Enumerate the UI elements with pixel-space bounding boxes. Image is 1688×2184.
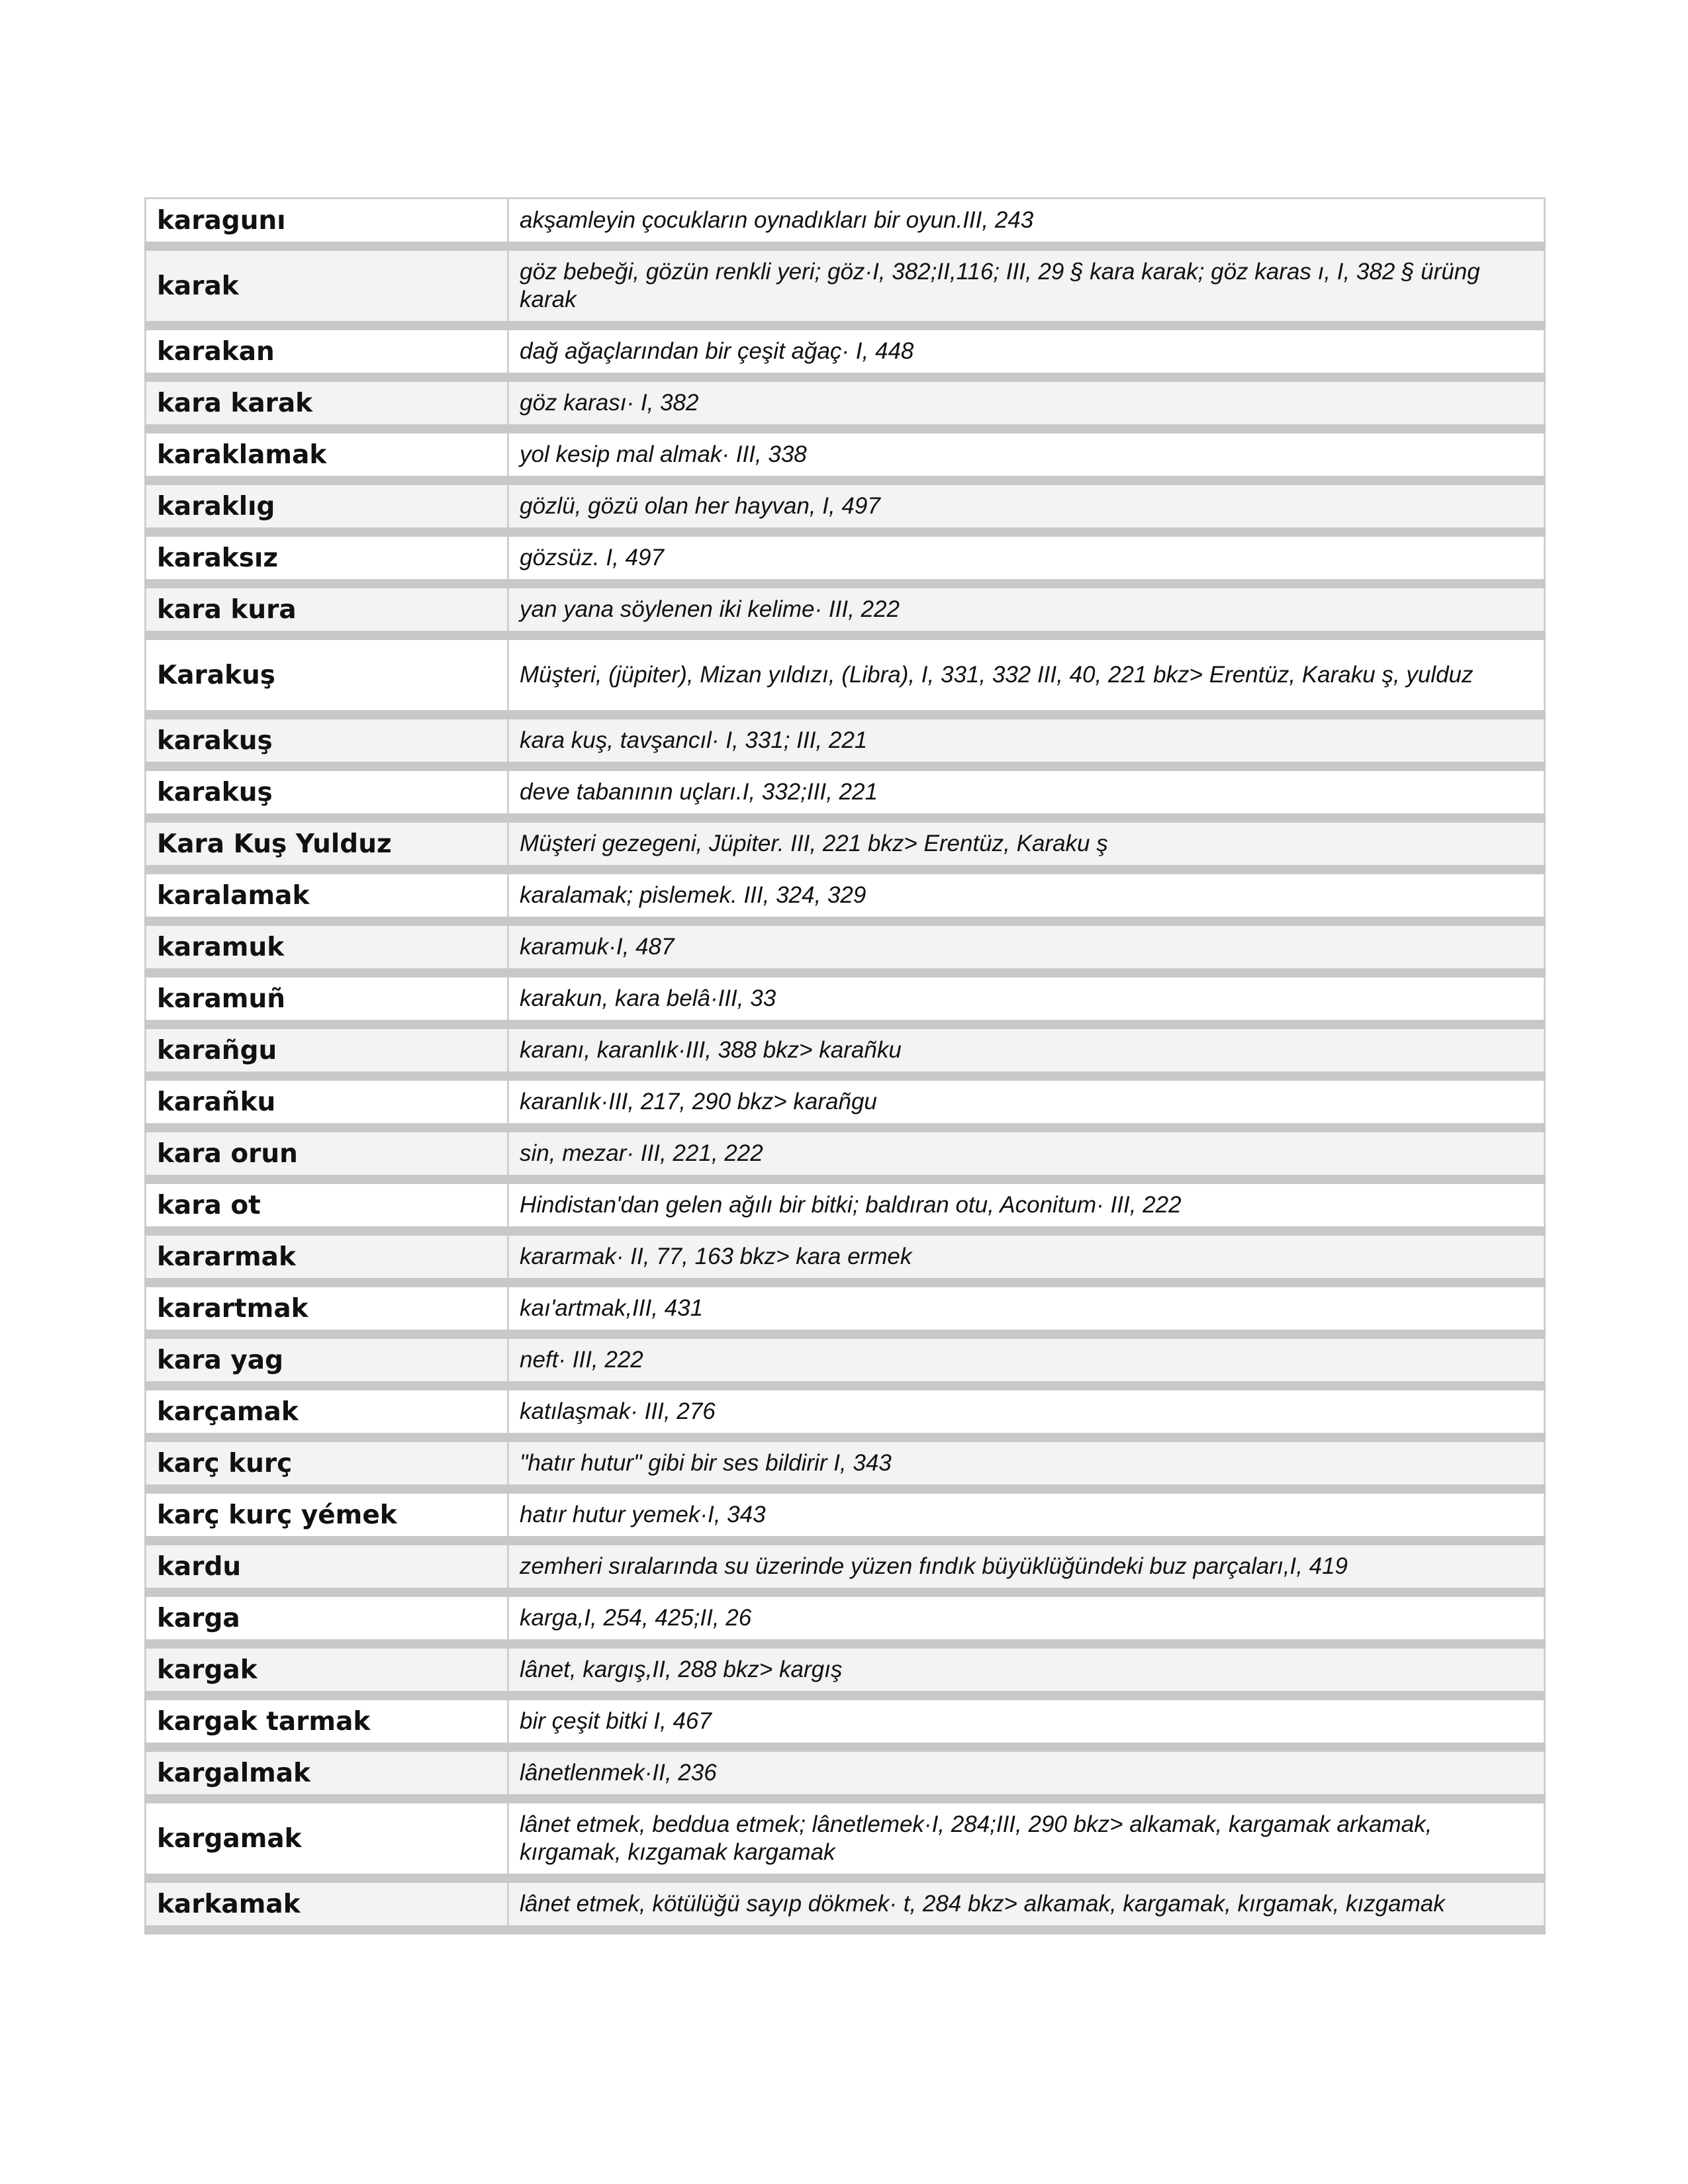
entry-term: kararmak xyxy=(157,1242,296,1272)
term-cell xyxy=(146,246,508,326)
entry-definition: gözsüz. I, 497 xyxy=(520,545,664,570)
entry-term: karamuk xyxy=(157,932,285,962)
term-cell xyxy=(146,429,508,480)
entry-term: Karakuş xyxy=(157,660,276,690)
term-cell xyxy=(146,1231,508,1283)
definition-cell xyxy=(508,1334,1545,1386)
entry-definition: dağ ağaçlarından bir çeşit ağaç· I, 448 xyxy=(520,338,914,364)
entry-term: kara kura xyxy=(157,594,297,625)
entry-definition: deve tabanının uçları.I, 332;III, 221 xyxy=(520,779,878,805)
table-row xyxy=(146,1283,1545,1334)
term-cell xyxy=(146,715,508,766)
entry-term: kardu xyxy=(157,1551,242,1582)
table-row xyxy=(146,480,1545,532)
term-cell xyxy=(146,1878,508,1930)
table-row xyxy=(146,635,1545,715)
entry-definition: neft· III, 222 xyxy=(520,1347,643,1373)
entry-term: karakuş xyxy=(157,777,273,807)
definition-cell xyxy=(508,1644,1545,1696)
table-row xyxy=(146,1489,1545,1541)
term-cell xyxy=(146,1076,508,1128)
table-row xyxy=(146,1386,1545,1437)
entry-term: karçamak xyxy=(157,1396,299,1427)
entry-term: karaklamak xyxy=(157,439,327,470)
term-cell xyxy=(146,766,508,818)
definition-cell xyxy=(508,1437,1545,1489)
entry-term: karañgu xyxy=(157,1035,277,1066)
definition-cell xyxy=(508,1696,1545,1747)
definition-cell xyxy=(508,973,1545,1024)
term-cell xyxy=(146,635,508,715)
entry-definition: sin, mezar· III, 221, 222 xyxy=(520,1140,763,1166)
table-row xyxy=(146,1076,1545,1128)
entry-term: karartmak xyxy=(157,1293,308,1324)
term-cell xyxy=(146,377,508,429)
definition-cell xyxy=(508,1878,1545,1930)
table-row xyxy=(146,377,1545,429)
table-row xyxy=(146,1179,1545,1231)
entry-definition: bir çeşit bitki I, 467 xyxy=(520,1708,712,1734)
entry-definition: akşamleyin çocukların oynadıkları bir oyun.III, 243 xyxy=(520,207,1034,233)
entry-definition: göz bebeği, gözün renkli yeri; göz·I, 382;II,116; III, 29 § kara karak; göz karas ı, I, 382 § ürüng karak xyxy=(520,259,1480,312)
entry-term: kargak xyxy=(157,1655,258,1685)
term-cell xyxy=(146,1592,508,1644)
term-cell xyxy=(146,1283,508,1334)
table-row xyxy=(146,766,1545,818)
entry-definition: kararmak· II, 77, 163 bkz> kara ermek xyxy=(520,1244,912,1269)
table-row xyxy=(146,1541,1545,1592)
entry-term: kara orun xyxy=(157,1138,298,1169)
entry-term: kara ot xyxy=(157,1190,261,1220)
table-row xyxy=(146,1437,1545,1489)
term-cell xyxy=(146,480,508,532)
definition-cell xyxy=(508,921,1545,973)
definition-cell xyxy=(508,532,1545,584)
term-cell xyxy=(146,1437,508,1489)
term-cell xyxy=(146,1128,508,1179)
definition-cell xyxy=(508,1024,1545,1076)
definition-cell xyxy=(508,377,1545,429)
table-row xyxy=(146,1024,1545,1076)
definition-cell xyxy=(508,1231,1545,1283)
definition-cell xyxy=(508,870,1545,921)
table-row xyxy=(146,326,1545,377)
table-row xyxy=(146,1644,1545,1696)
term-cell xyxy=(146,1696,508,1747)
entry-definition: "hatır hutur" gibi bir ses bildirir I, 343 xyxy=(520,1450,892,1476)
table-row xyxy=(146,199,1545,247)
table-row xyxy=(146,1696,1545,1747)
definition-cell xyxy=(508,1283,1545,1334)
term-cell xyxy=(146,1489,508,1541)
entry-definition: yan yana söylenen iki kelime· III, 222 xyxy=(520,596,900,622)
entry-term: karç kurç yémek xyxy=(157,1500,397,1530)
entry-term: kara yag xyxy=(157,1345,284,1375)
term-cell xyxy=(146,1334,508,1386)
table-row xyxy=(146,715,1545,766)
table-row xyxy=(146,1128,1545,1179)
term-cell xyxy=(146,1799,508,1878)
term-cell xyxy=(146,584,508,635)
entry-definition: karanı, karanlık·III, 388 bkz> karañku xyxy=(520,1037,902,1063)
definition-cell xyxy=(508,584,1545,635)
definition-cell xyxy=(508,1489,1545,1541)
entry-term: kargamak xyxy=(157,1823,302,1854)
entry-definition: gözlü, gözü olan her hayvan, I, 497 xyxy=(520,493,880,519)
term-cell xyxy=(146,1386,508,1437)
term-cell xyxy=(146,1024,508,1076)
term-cell xyxy=(146,199,508,247)
table-row xyxy=(146,1231,1545,1283)
entry-definition: karga,I, 254, 425;II, 26 xyxy=(520,1605,752,1631)
definition-cell xyxy=(508,1541,1545,1592)
entry-term: karak xyxy=(157,271,239,301)
definition-cell xyxy=(508,480,1545,532)
term-cell xyxy=(146,1541,508,1592)
entry-definition: lânet, kargış,II, 288 bkz> kargış xyxy=(520,1657,843,1682)
table-row xyxy=(146,818,1545,870)
term-cell xyxy=(146,973,508,1024)
definition-cell xyxy=(508,766,1545,818)
table-row xyxy=(146,532,1545,584)
definition-cell xyxy=(508,1076,1545,1128)
term-cell xyxy=(146,532,508,584)
entry-term: karalamak xyxy=(157,880,310,911)
table-row xyxy=(146,870,1545,921)
definition-cell xyxy=(508,199,1545,247)
entry-definition: katılaşmak· III, 276 xyxy=(520,1398,716,1424)
definition-cell xyxy=(508,635,1545,715)
table-row xyxy=(146,1334,1545,1386)
dictionary-body xyxy=(146,199,1545,1931)
table-row xyxy=(146,1592,1545,1644)
definition-cell xyxy=(508,326,1545,377)
entry-definition: lânet etmek, beddua etmek; lânetlemek·I, 284;III, 290 bkz> alkamak, kargamak arkamak, kırgamak, kızgamak kargamak xyxy=(520,1811,1432,1865)
entry-definition: Müşteri gezegeni, Jüpiter. III, 221 bkz> Erentüz, Karaku ş xyxy=(520,831,1108,856)
term-cell xyxy=(146,921,508,973)
entry-definition: karamuk·I, 487 xyxy=(520,934,675,960)
entry-definition: lânetlenmek·II, 236 xyxy=(520,1760,717,1786)
entry-term: karç kurç xyxy=(157,1448,293,1479)
entry-term: karkamak xyxy=(157,1889,301,1919)
entry-term: karakuş xyxy=(157,725,273,756)
definition-cell xyxy=(508,1179,1545,1231)
entry-definition: hatır hutur yemek·I, 343 xyxy=(520,1502,766,1527)
entry-definition: karanlık·III, 217, 290 bkz> karañgu xyxy=(520,1089,877,1115)
definition-cell xyxy=(508,246,1545,326)
entry-definition: zemheri sıralarında su üzerinde yüzen fındık büyüklüğündeki buz parçaları,I, 419 xyxy=(520,1553,1348,1579)
entry-definition: Hindistan'dan gelen ağılı bir bitki; baldıran otu, Aconitum· III, 222 xyxy=(520,1192,1182,1218)
table-row xyxy=(146,1799,1545,1878)
entry-definition: Müşteri, (jüpiter), Mizan yıldızı, (Libra), I, 331, 332 III, 40, 221 bkz> Erentüz, Karaku ş, yulduz xyxy=(520,662,1474,688)
entry-definition: göz karası· I, 382 xyxy=(520,390,699,416)
definition-cell xyxy=(508,1592,1545,1644)
definition-cell xyxy=(508,1128,1545,1179)
definition-cell xyxy=(508,715,1545,766)
entry-term: karañku xyxy=(157,1087,276,1117)
table-row xyxy=(146,246,1545,326)
term-cell xyxy=(146,1644,508,1696)
term-cell xyxy=(146,870,508,921)
entry-definition: kaı'artmak,III, 431 xyxy=(520,1295,704,1321)
table-row xyxy=(146,921,1545,973)
entry-term: karakan xyxy=(157,336,275,367)
entry-definition: yol kesip mal almak· III, 338 xyxy=(520,441,807,467)
table-row xyxy=(146,1878,1545,1930)
definition-cell xyxy=(508,1386,1545,1437)
entry-term: karaklıg xyxy=(157,491,275,522)
entry-term: Kara Kuş Yulduz xyxy=(157,829,392,859)
entry-term: karaksız xyxy=(157,543,279,573)
term-cell xyxy=(146,1179,508,1231)
entry-term: kargak tarmak xyxy=(157,1706,371,1737)
entry-term: kargalmak xyxy=(157,1758,310,1788)
table-row xyxy=(146,1747,1545,1799)
table-row xyxy=(146,584,1545,635)
term-cell xyxy=(146,1747,508,1799)
entry-definition: lânet etmek, kötülüğü sayıp dökmek· t, 284 bkz> alkamak, kargamak, kırgamak, kızgamak xyxy=(520,1891,1445,1917)
entry-term: karga xyxy=(157,1603,240,1633)
entry-term: kara karak xyxy=(157,388,313,418)
entry-term: karagunı xyxy=(157,205,286,236)
dictionary-table xyxy=(144,197,1546,1934)
term-cell xyxy=(146,326,508,377)
definition-cell xyxy=(508,1747,1545,1799)
definition-cell xyxy=(508,429,1545,480)
table-row xyxy=(146,429,1545,480)
definition-cell xyxy=(508,818,1545,870)
entry-definition: karakun, kara belâ·III, 33 xyxy=(520,985,776,1011)
entry-definition: kara kuş, tavşancıl· I, 331; III, 221 xyxy=(520,727,868,753)
term-cell xyxy=(146,818,508,870)
entry-term: karamuñ xyxy=(157,983,285,1014)
definition-cell xyxy=(508,1799,1545,1878)
entry-definition: karalamak; pislemek. III, 324, 329 xyxy=(520,882,867,908)
table-row xyxy=(146,973,1545,1024)
